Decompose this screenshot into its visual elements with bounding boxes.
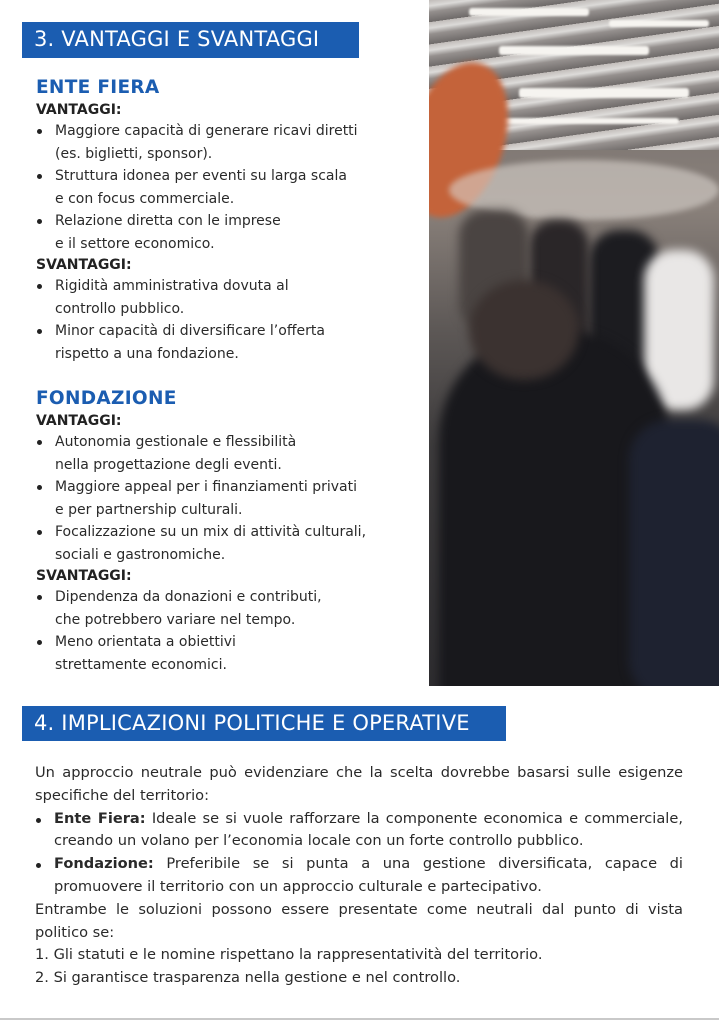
list-item: Meno orientata a obiettivi strettamente economici.	[36, 631, 416, 676]
fondazione-vantaggi-list	[36, 431, 416, 566]
list-item: Relazione diretta con le imprese e il settore economico.	[36, 210, 416, 255]
fondazione-svantaggi-list	[36, 586, 416, 676]
fondazione-svantaggi-label: SVANTAGGI:	[36, 568, 132, 584]
ente-fiera-vantaggi-label: VANTAGGI:	[36, 102, 122, 118]
section-4-intro: Un approccio neutrale può evidenziare che la scelta dovrebbe basarsi sulle esigenze specifiche del territorio:	[35, 764, 683, 804]
section-3-title: 3. VANTAGGI E SVANTAGGI	[34, 27, 320, 51]
ente-fiera-svantaggi-list	[36, 275, 416, 365]
numbered-item: 1. Gli statuti e le nomine rispettano la rappresentatività del territorio.	[35, 946, 543, 964]
section-4-closing: Entrambe le soluzioni possono essere presentate come neutrali dal punto di vista politico se:	[35, 900, 683, 941]
section-4-title: 4. IMPLICAZIONI POLITICHE E OPERATIVE	[34, 711, 470, 735]
list-item: Maggiore capacità di generare ricavi diretti (es. biglietti, sponsor).	[36, 120, 416, 165]
list-item: Focalizzazione su un mix di attività culturali, sociali e gastronomiche.	[36, 521, 416, 566]
footer-divider	[0, 1018, 719, 1020]
list-item: Dipendenza da donazioni e contributi, che potrebbero variare nel tempo.	[36, 586, 416, 631]
section-4-bullets	[35, 808, 683, 899]
fondazione-vantaggi-label: VANTAGGI:	[36, 413, 122, 429]
crowd-photo	[429, 0, 719, 686]
list-item: Fondazione: Preferibile se si punta a una gestione diversificata, capace di promuovere il territorio con un approccio culturale e partecipativo.	[35, 853, 683, 899]
advantages-column	[36, 76, 416, 676]
list-item: Struttura idonea per eventi su larga scala e con focus commerciale.	[36, 165, 416, 210]
list-item: Maggiore appeal per i finanziamenti privati e per partnership culturali.	[36, 476, 416, 521]
section-3-banner	[22, 22, 359, 58]
list-item: Autonomia gestionale e flessibilità nella progettazione degli eventi.	[36, 431, 416, 476]
ente-fiera-vantaggi-list	[36, 120, 416, 255]
list-item: Rigidità amministrativa dovuta al controllo pubblico.	[36, 275, 416, 320]
numbered-item: 2. Si garantisce trasparenza nella gestione e nel controllo.	[35, 969, 461, 987]
list-item: Minor capacità di diversificare l’offerta rispetto a una fondazione.	[36, 320, 416, 365]
section-4-body	[35, 762, 683, 990]
section-4-banner	[22, 706, 506, 741]
ente-fiera-heading: ENTE FIERA	[36, 77, 160, 98]
list-item: Ente Fiera: Ideale se si vuole rafforzare la componente economica e commerciale, creando un volano per l’economia locale con un forte controllo pubblico.	[35, 808, 683, 854]
fondazione-heading: FONDAZIONE	[36, 388, 177, 409]
ente-fiera-svantaggi-label: SVANTAGGI:	[36, 257, 132, 273]
